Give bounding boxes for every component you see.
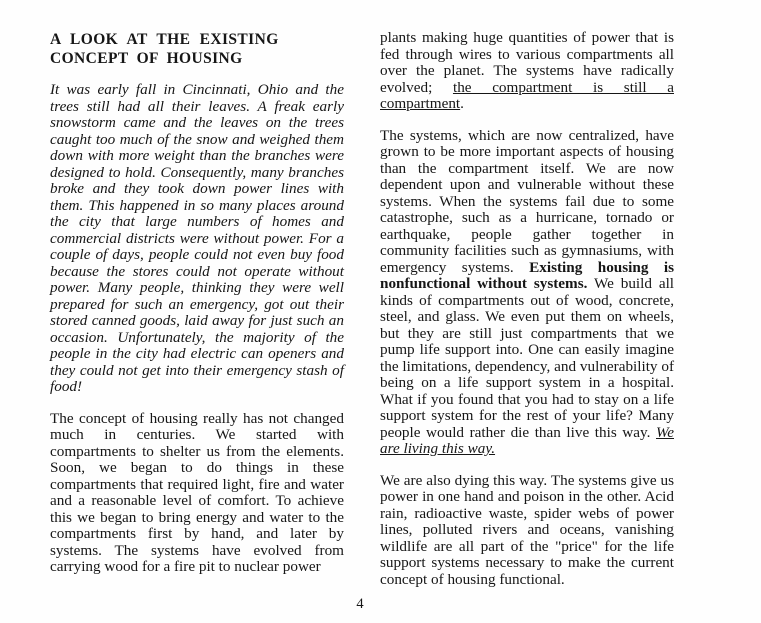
- right-column-text: [380, 30, 674, 588]
- right-column: [380, 30, 674, 588]
- text-columns: [50, 30, 674, 588]
- left-column: [50, 30, 344, 588]
- paragraph: [50, 82, 344, 396]
- paragraph: [380, 30, 674, 113]
- paragraph: [50, 411, 344, 576]
- text-segment: We are living this way.: [380, 423, 674, 457]
- paragraph: [380, 128, 674, 458]
- text-segment: The concept of housing really has not changed much in centuries. We started with compartments to shelter us from the elements. Soon, we began to do things in these compartments that required light, fire and water and a reasonable level of comfort. To achieve this we began to bring energy and water to the compartments first by hand, and later by systems. The systems have evolved from carrying wood for a fire pit to nuclear power: [50, 409, 344, 575]
- text-segment: the compartment is still a compartment: [380, 78, 674, 112]
- text-segment: We build all kinds of compartments out of wood, concrete, steel, and glass. We even put them on wheels, but they are still just compartments that we pump life support into. One can easily imagine the limitations, dependency, and vulnerability of being on a life support system in a hospital. What if you found that you had to stay on a life support system for the rest of your life? Many people would rather die than live this way.: [380, 275, 675, 441]
- page-title-line1: A LOOK AT THE EXISTING: [50, 31, 279, 48]
- text-segment: We are also dying this way. The systems give us power in one hand and poison in the other. Acid rain, radioactive waste, spider webs of power lines, polluted rivers and oceans, vanishing wildlife are all part of the "price" for the life support systems necessary to make the current concept of housing functional.: [380, 471, 674, 588]
- left-column-text: [50, 82, 344, 576]
- page-title: [50, 30, 344, 68]
- page-number: 4: [356, 596, 364, 612]
- text-segment: plants making huge quantities of power that is fed through wires to various compartments all over the planet. The systems have radically evolved;: [380, 29, 674, 96]
- paragraph: [380, 473, 674, 589]
- page-title-line2: CONCEPT OF HOUSING: [50, 50, 243, 67]
- text-segment: The systems, which are now centralized, have grown to be more important aspects of housing than the compartment itself. We are now dependent upon and vulnerable without these systems. When the systems fail due to some catastrophe, such as a hurricane, tornado or earthquake, people gather together in community facilities such as gymnasiums, with emergency systems.: [380, 126, 674, 276]
- text-segment: .: [460, 95, 464, 112]
- text-segment: It was early fall in Cincinnati, Ohio and the trees still had all their leaves. A freak early snowstorm came and the leaves on the trees caught too much of the snow and weighed them down with more weight than the branches were designed to hold. Consequently, many branches broke and they took down power lines with them. This happened in so many places around the city that large numbers of homes and commercial districts were without power. For a couple of days, people could not even buy food because the stores could not operate without power. Many people, thinking they were well prepared for such an emergency, got out their stored canned goods, laid away for just such an occasion. Unfortunately, the majority of the people in the city had electric can openers and they could not get into their emergency stash of food!: [50, 81, 344, 395]
- text-segment: Existing housing is nonfunctional without systems.: [380, 258, 674, 292]
